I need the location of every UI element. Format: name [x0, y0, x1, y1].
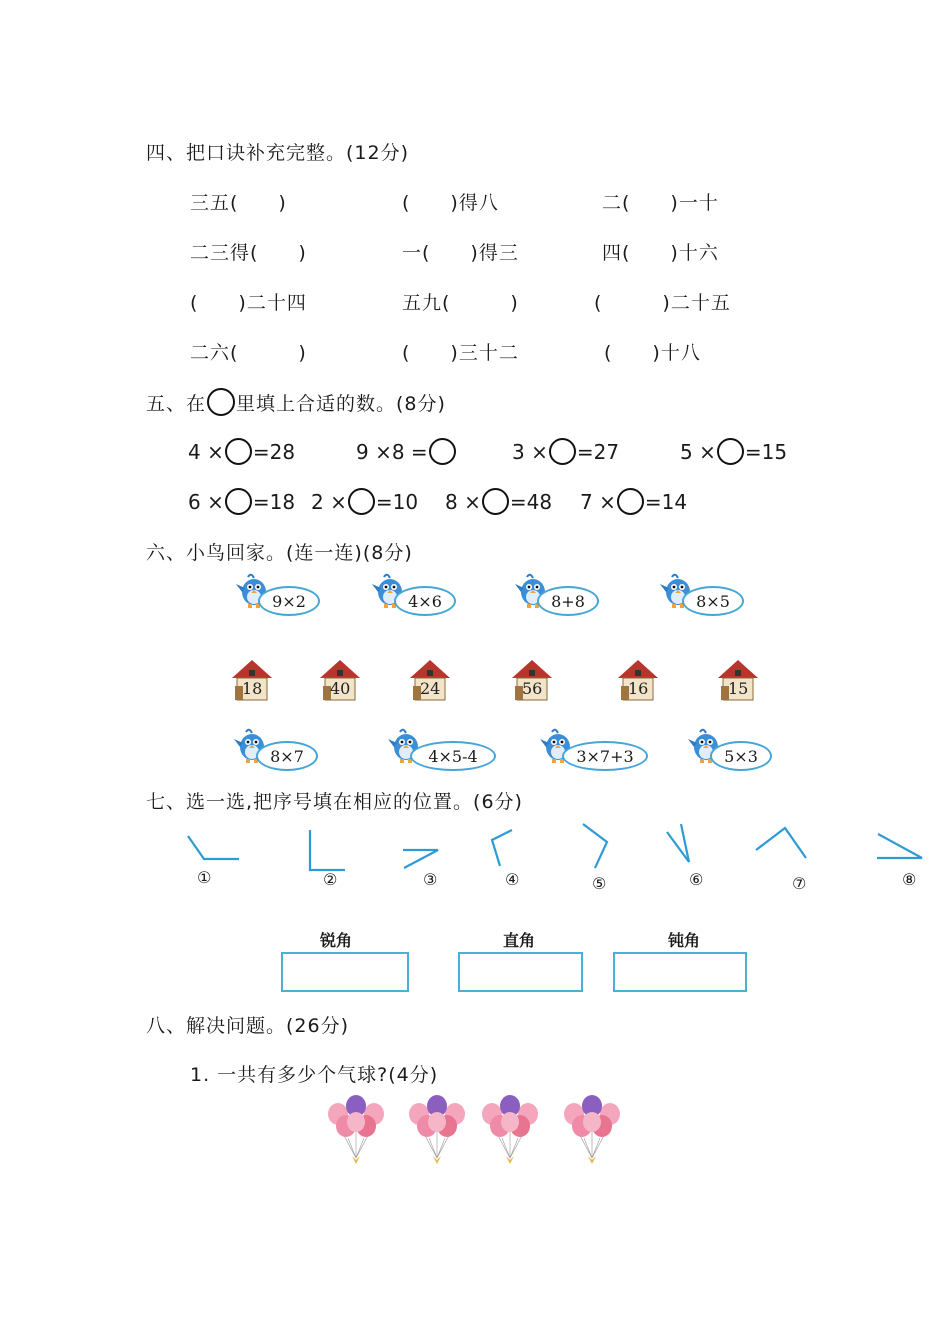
s4-item: 二( )一十 — [602, 192, 719, 214]
obtuse-label: 钝角 — [668, 931, 701, 950]
s5-title-post: 里填上合适的数。(8分) — [236, 392, 446, 415]
bird-card[interactable] — [372, 572, 462, 616]
bird-card[interactable] — [236, 572, 326, 616]
s5-equation — [680, 438, 787, 465]
right-answer-box[interactable] — [458, 952, 583, 992]
section-5-title — [146, 388, 446, 416]
angle-label-4: ④ — [505, 870, 520, 889]
angle-4 — [492, 830, 512, 866]
angle-3 — [403, 850, 438, 868]
house-number: 15 — [728, 679, 749, 698]
s4-item: 二三得( ) — [190, 242, 307, 264]
eq-left: 8 × — [445, 489, 481, 514]
angle-5 — [583, 824, 607, 868]
obtuse-answer-box[interactable] — [613, 952, 747, 992]
angle-label-8: ⑧ — [902, 870, 917, 889]
angle-label-1: ① — [197, 868, 212, 887]
bird-card[interactable] — [688, 727, 778, 771]
bird-expression: 8+8 — [537, 586, 599, 616]
house-card[interactable] — [408, 658, 452, 702]
section-6-title: 六、小鸟回家。(连一连)(8分) — [146, 542, 413, 564]
section-7-title: 七、选一选,把序号填在相应的位置。(6分) — [146, 791, 523, 813]
angle-label-5: ⑤ — [592, 874, 607, 893]
angle-1 — [188, 836, 239, 859]
s4-item: 二六( ) — [190, 342, 307, 364]
answer-circle[interactable] — [225, 438, 252, 465]
s4-item: 三五( ) — [190, 192, 287, 214]
answer-circle[interactable] — [429, 438, 456, 465]
bird-card[interactable] — [234, 727, 324, 771]
s4-item: 四( )十六 — [602, 242, 719, 264]
eq-right: =14 — [644, 489, 688, 514]
s4-item: ( )三十二 — [402, 342, 519, 364]
house-card[interactable] — [716, 658, 760, 702]
eq-right: =18 — [252, 489, 296, 514]
s5-equation — [445, 488, 552, 515]
angle-label-3: ③ — [423, 870, 438, 889]
eq-left: 6 × — [188, 489, 224, 514]
bird-card[interactable] — [515, 572, 605, 616]
eq-left: 2 × — [311, 489, 347, 514]
s5-equation — [356, 438, 457, 465]
house-number: 40 — [330, 679, 351, 698]
eq-left: 9 ×8 = — [356, 439, 428, 464]
bird-expression: 9×2 — [258, 586, 320, 616]
eq-left: 4 × — [188, 439, 224, 464]
house-number: 24 — [420, 679, 441, 698]
bird-expression: 3×7+3 — [562, 741, 648, 771]
bird-expression: 8×7 — [256, 741, 318, 771]
eq-left: 7 × — [580, 489, 616, 514]
s4-item: ( )十八 — [604, 342, 701, 364]
eq-right: =10 — [375, 489, 419, 514]
answer-circle[interactable] — [348, 488, 375, 515]
bird-expression: 5×3 — [710, 741, 772, 771]
house-card[interactable] — [616, 658, 660, 702]
angle-6 — [667, 824, 689, 862]
balloons-figure — [326, 1092, 646, 1172]
eq-left: 3 × — [512, 439, 548, 464]
answer-circle[interactable] — [617, 488, 644, 515]
eq-right: =27 — [576, 439, 620, 464]
bird-card[interactable] — [660, 572, 750, 616]
acute-label: 锐角 — [320, 931, 353, 950]
circle-icon — [207, 388, 235, 416]
eq-left: 5 × — [680, 439, 716, 464]
angle-8 — [877, 834, 922, 858]
bird-expression: 4×6 — [394, 586, 456, 616]
question-1: 1. 一共有多少个气球?(4分) — [190, 1064, 439, 1086]
angle-label-7: ⑦ — [792, 874, 807, 893]
s5-title-pre: 五、在 — [146, 392, 207, 415]
section-8-title: 八、解决问题。(26分) — [146, 1015, 350, 1037]
s4-item: ( )得八 — [402, 192, 499, 214]
house-number: 56 — [522, 679, 543, 698]
house-number: 16 — [628, 679, 649, 698]
s4-item: ( )二十五 — [594, 292, 731, 314]
angle-label-2: ② — [323, 870, 338, 889]
bird-expression: 4×5-4 — [410, 741, 496, 771]
bird-expression: 8×5 — [682, 586, 744, 616]
answer-circle[interactable] — [549, 438, 576, 465]
house-card[interactable] — [318, 658, 362, 702]
angles-figure — [0, 816, 950, 896]
answer-circle[interactable] — [482, 488, 509, 515]
answer-circle[interactable] — [225, 488, 252, 515]
angle-label-6: ⑥ — [689, 870, 704, 889]
s5-equation — [512, 438, 619, 465]
eq-right: =48 — [509, 489, 553, 514]
s4-item: 一( )得三 — [402, 242, 519, 264]
s5-equation — [188, 438, 295, 465]
bird-card[interactable] — [540, 727, 650, 771]
s4-item: 五九( ) — [402, 292, 519, 314]
acute-answer-box[interactable] — [281, 952, 409, 992]
house-card[interactable] — [510, 658, 554, 702]
eq-right: =15 — [744, 439, 788, 464]
answer-circle[interactable] — [717, 438, 744, 465]
s5-equation — [188, 488, 295, 515]
right-label: 直角 — [503, 931, 536, 950]
house-card[interactable] — [230, 658, 274, 702]
s4-item: ( )二十四 — [190, 292, 307, 314]
s5-equation — [580, 488, 687, 515]
house-number: 18 — [242, 679, 263, 698]
section-4-title: 四、把口诀补充完整。(12分) — [146, 142, 410, 164]
bird-card[interactable] — [388, 727, 498, 771]
angle-7 — [756, 828, 806, 858]
eq-right: =28 — [252, 439, 296, 464]
s5-equation — [311, 488, 418, 515]
angle-2 — [310, 830, 345, 870]
